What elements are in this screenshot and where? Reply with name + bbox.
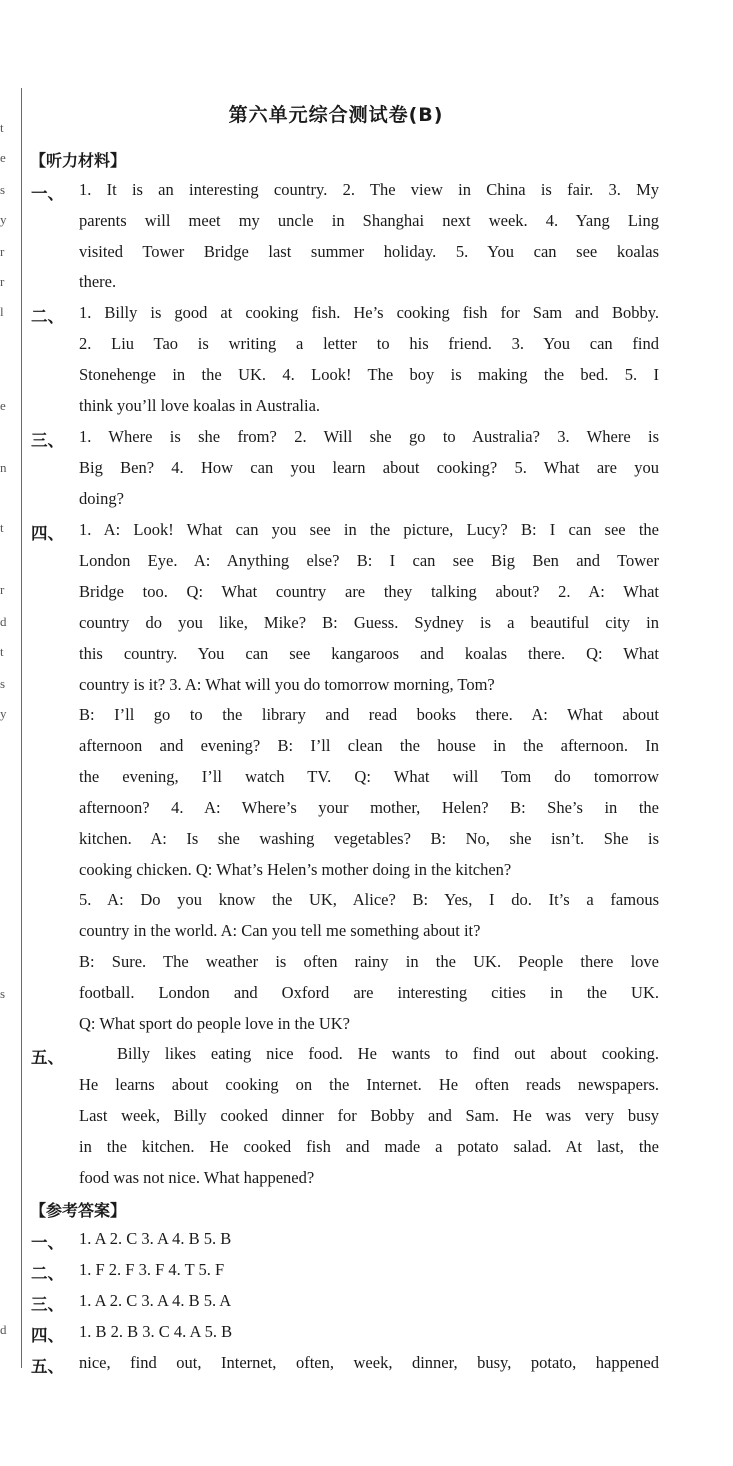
margin-char: d: [0, 614, 7, 629]
section-label: 一、: [31, 184, 64, 203]
text-line: there.: [79, 272, 117, 291]
margin-char: r: [0, 582, 5, 597]
margin-char: t: [0, 520, 4, 535]
text-line: think you’ll love koalas in Australia.: [79, 396, 321, 415]
text-line: Big Ben? 4. How can you learn about cooking? 5. What are you: [79, 458, 659, 477]
margin-char: e: [0, 398, 6, 413]
text-line: food was not nice. What happened?: [79, 1168, 315, 1187]
text-line: country is it? 3. A: What will you do tomorrow morning, Tom?: [79, 675, 495, 694]
margin-char: l: [0, 304, 4, 319]
text-line: visited Tower Bridge last summer holiday. 5. You can see koalas: [79, 242, 659, 261]
answer-line: nice, find out, Internet, often, week, dinner, busy, potato, happened: [79, 1353, 659, 1372]
text-line: 1. A: Look! What can you see in the picture, Lucy? B: I can see the: [79, 520, 659, 539]
margin-rule: [21, 88, 22, 1368]
margin-char: y: [0, 706, 7, 721]
margin-char: r: [0, 274, 5, 289]
answer-line: 1. B 2. B 3. C 4. A 5. B: [79, 1322, 233, 1341]
margin-char: t: [0, 644, 4, 659]
text-line: cooking chicken. Q: What’s Helen’s mother doing in the kitchen?: [79, 860, 512, 879]
text-line: afternoon? 4. A: Where’s your mother, Helen? B: She’s in the: [79, 798, 659, 817]
margin-char: d: [0, 1322, 7, 1337]
listening-heading: 【听力材料】: [30, 151, 127, 170]
section-label: 四、: [31, 524, 64, 543]
section-label: 二、: [31, 307, 64, 326]
text-line: country do you like, Mike? B: Guess. Sydney is a beautiful city in: [79, 613, 659, 632]
text-line: London Eye. A: Anything else? B: I can see Big Ben and Tower: [79, 551, 659, 570]
answer-label: 二、: [31, 1264, 64, 1283]
answer-line: 1. F 2. F 3. F 4. T 5. F: [79, 1260, 225, 1279]
margin-char: s: [0, 676, 6, 691]
answer-label: 三、: [31, 1295, 64, 1314]
text-line: 5. A: Do you know the UK, Alice? B: Yes, I do. It’s a famous: [79, 890, 659, 909]
text-line: this country. You can see kangaroos and koalas there. Q: What: [79, 644, 659, 663]
margin-char: y: [0, 212, 7, 227]
margin-char: n: [0, 460, 7, 475]
margin-char: r: [0, 244, 5, 259]
answer-label: 四、: [31, 1326, 64, 1345]
text-line: doing?: [79, 489, 124, 508]
text-line: Q: What sport do people love in the UK?: [79, 1014, 350, 1033]
text-line: country in the world. A: Can you tell me something about it?: [79, 921, 481, 940]
answer-label: 一、: [31, 1233, 64, 1252]
text-line: in the kitchen. He cooked fish and made a potato salad. At last, the: [79, 1137, 659, 1156]
text-line: kitchen. A: Is she washing vegetables? B: No, she isn’t. She is: [79, 829, 659, 848]
text-line: Last week, Billy cooked dinner for Bobby and Sam. He was very busy: [79, 1106, 659, 1125]
text-line: Bridge too. Q: What country are they talking about? 2. A: What: [79, 582, 659, 601]
text-line: 1. It is an interesting country. 2. The view in China is fair. 3. My: [79, 180, 659, 199]
text-line: 1. Where is she from? 2. Will she go to Australia? 3. Where is: [79, 427, 659, 446]
answer-line: 1. A 2. C 3. A 4. B 5. B: [79, 1229, 232, 1248]
section-label: 五、: [31, 1048, 64, 1067]
text-line: He learns about cooking on the Internet. He often reads newspapers.: [79, 1075, 659, 1094]
text-line: 1. Billy is good at cooking fish. He’s cooking fish for Sam and Bobby.: [79, 303, 659, 322]
text-line: football. London and Oxford are interesting cities in the UK.: [79, 983, 659, 1002]
answer-line: 1. A 2. C 3. A 4. B 5. A: [79, 1291, 232, 1310]
text-line: afternoon and evening? B: I’ll clean the house in the afternoon. In: [79, 736, 659, 755]
margin-char: s: [0, 986, 6, 1001]
page-title: 第六单元综合测试卷(B): [228, 104, 444, 126]
margin-char: e: [0, 150, 6, 165]
text-line: Billy likes eating nice food. He wants to find out about cooking.: [117, 1044, 659, 1063]
text-line: B: Sure. The weather is often rainy in the UK. People there love: [79, 952, 659, 971]
answer-label: 五、: [31, 1357, 64, 1376]
margin-char: s: [0, 182, 6, 197]
text-line: B: I’ll go to the library and read books there. A: What about: [79, 705, 659, 724]
text-line: 2. Liu Tao is writing a letter to his friend. 3. You can find: [79, 334, 659, 353]
text-line: the evening, I’ll watch TV. Q: What will Tom do tomorrow: [79, 767, 659, 786]
margin-char: t: [0, 120, 4, 135]
text-line: Stonehenge in the UK. 4. Look! The boy is making the bed. 5. I: [79, 365, 659, 384]
text-line: parents will meet my uncle in Shanghai next week. 4. Yang Ling: [79, 211, 659, 230]
section-label: 三、: [31, 431, 64, 450]
answers-heading: 【参考答案】: [30, 1201, 127, 1220]
